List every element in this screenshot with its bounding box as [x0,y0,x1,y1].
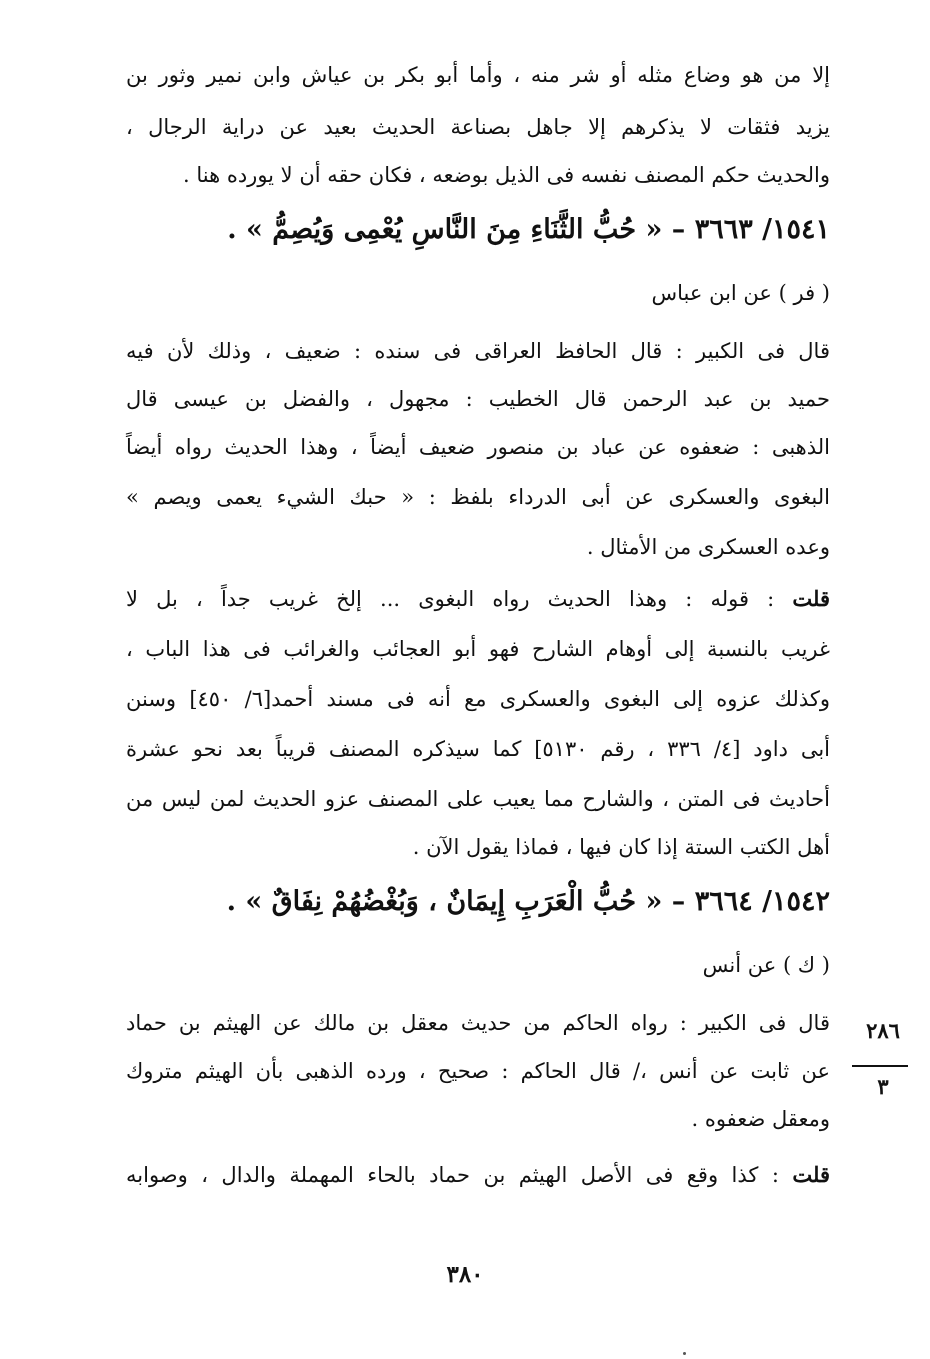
text-line: حميد بن عبد الرحمن قال الخطيب : مجهول ، والفضل بن عيسى قال [126,387,830,411]
hadith-heading [126,882,830,922]
text-line: قال فى الكبير : رواه الحاكم من حديث معقل بن مالك عن الهيثم بن حماد [126,1011,830,1035]
text-line: غريب بالنسبة إلى أوهام الشارح فهو أبو العجائب والغرائب فى هذا الباب ، [126,637,830,661]
hadith-heading [126,210,830,250]
margin-note-bottom: ٣ [877,1074,889,1099]
text-line: عن ثابت عن أنس ،/ قال الحاكم : صحيح ، ورده الذهبى بأن الهيثم متروك [126,1059,830,1083]
text-line: أهل الكتب الستة إذا كان فيها ، فماذا يقول الآن . [412,835,830,859]
text-line: والحديث حكم المصنف نفسه فى الذيل بوضعه ، فكان حقه أن لا يورده هنا . [182,163,830,187]
hadith-source: ( فر ) عن ابن عباس [651,281,830,305]
text-line: ومعقل ضعفوه . [691,1107,830,1131]
text-line: أحاديث فى المتن ، والشارح مما يعيب على المصنف عزو الحديث لمن ليس من [126,787,830,811]
margin-divider [852,1065,908,1067]
margin-note-top: ٢٨٦ [866,1018,900,1043]
qultu-lead: قلت [792,586,830,611]
page-number: ٣٨٠ [446,1261,484,1288]
text-line: أبى داود [٤/ ٣٣٦ ، رقم ٥١٣٠] كما سيذكره المصنف قريباً بعد نحو عشرة [126,737,830,761]
hadith-text: « حُبُّ الثَّنَاءِ مِنَ النَّاسِ يُعْمِى وَيُصِمُّ » . [227,214,663,245]
text-line: الذهبى : ضعفوه عن عباد بن منصور ضعيف أيضاً ، وهذا الحديث رواه أيضاً [126,435,830,459]
hadith-source: ( ك ) عن أنس [702,953,830,977]
text-line: إلا من هو وضاع مثله أو شر منه ، وأما أبو بكر بن عياش وابن نمير وثور بن [126,63,830,87]
hadith-number: ١٥٤١/ ٣٦٦٣ – [671,214,830,245]
text-segment: : قوله : وهذا الحديث رواه البغوى ... إلخ غريب جداً ، بل لا [126,587,793,611]
text-line: البغوى والعسكرى عن أبى الدرداء بلفظ : « حبك الشيء يعمى ويصم » [126,485,830,509]
scan-speck [683,1352,686,1355]
hadith-number: ١٥٤٢/ ٣٦٦٤ – [671,886,830,917]
text-segment: : كذا وقع فى الأصل الهيثم بن حماد بالحاء المهملة والدال ، وصوابه [126,1163,793,1187]
text-line: يزيد فثقات لا يذكرهم إلا جاهل بصناعة الحديث بعيد عن دراية الرجال ، [126,115,830,139]
text-line: وكذلك عزوه إلى البغوى والعسكرى مع أنه فى مسند أحمد[٦/ ٤٥٠] وسنن [126,687,830,711]
text-line: وعده العسكرى من الأمثال . [586,535,830,559]
text-line [126,1160,830,1190]
text-line: قال فى الكبير : قال الحافظ العراقى فى سنده : ضعيف ، وذلك لأن فيه [126,339,830,363]
qultu-lead: قلت [792,1162,830,1187]
hadith-text: « حُبُّ الْعَرَبِ إِيمَانٌ ، وَبُغْضُهُمْ نِفَاقٌ » . [226,886,663,917]
text-line [126,584,830,614]
